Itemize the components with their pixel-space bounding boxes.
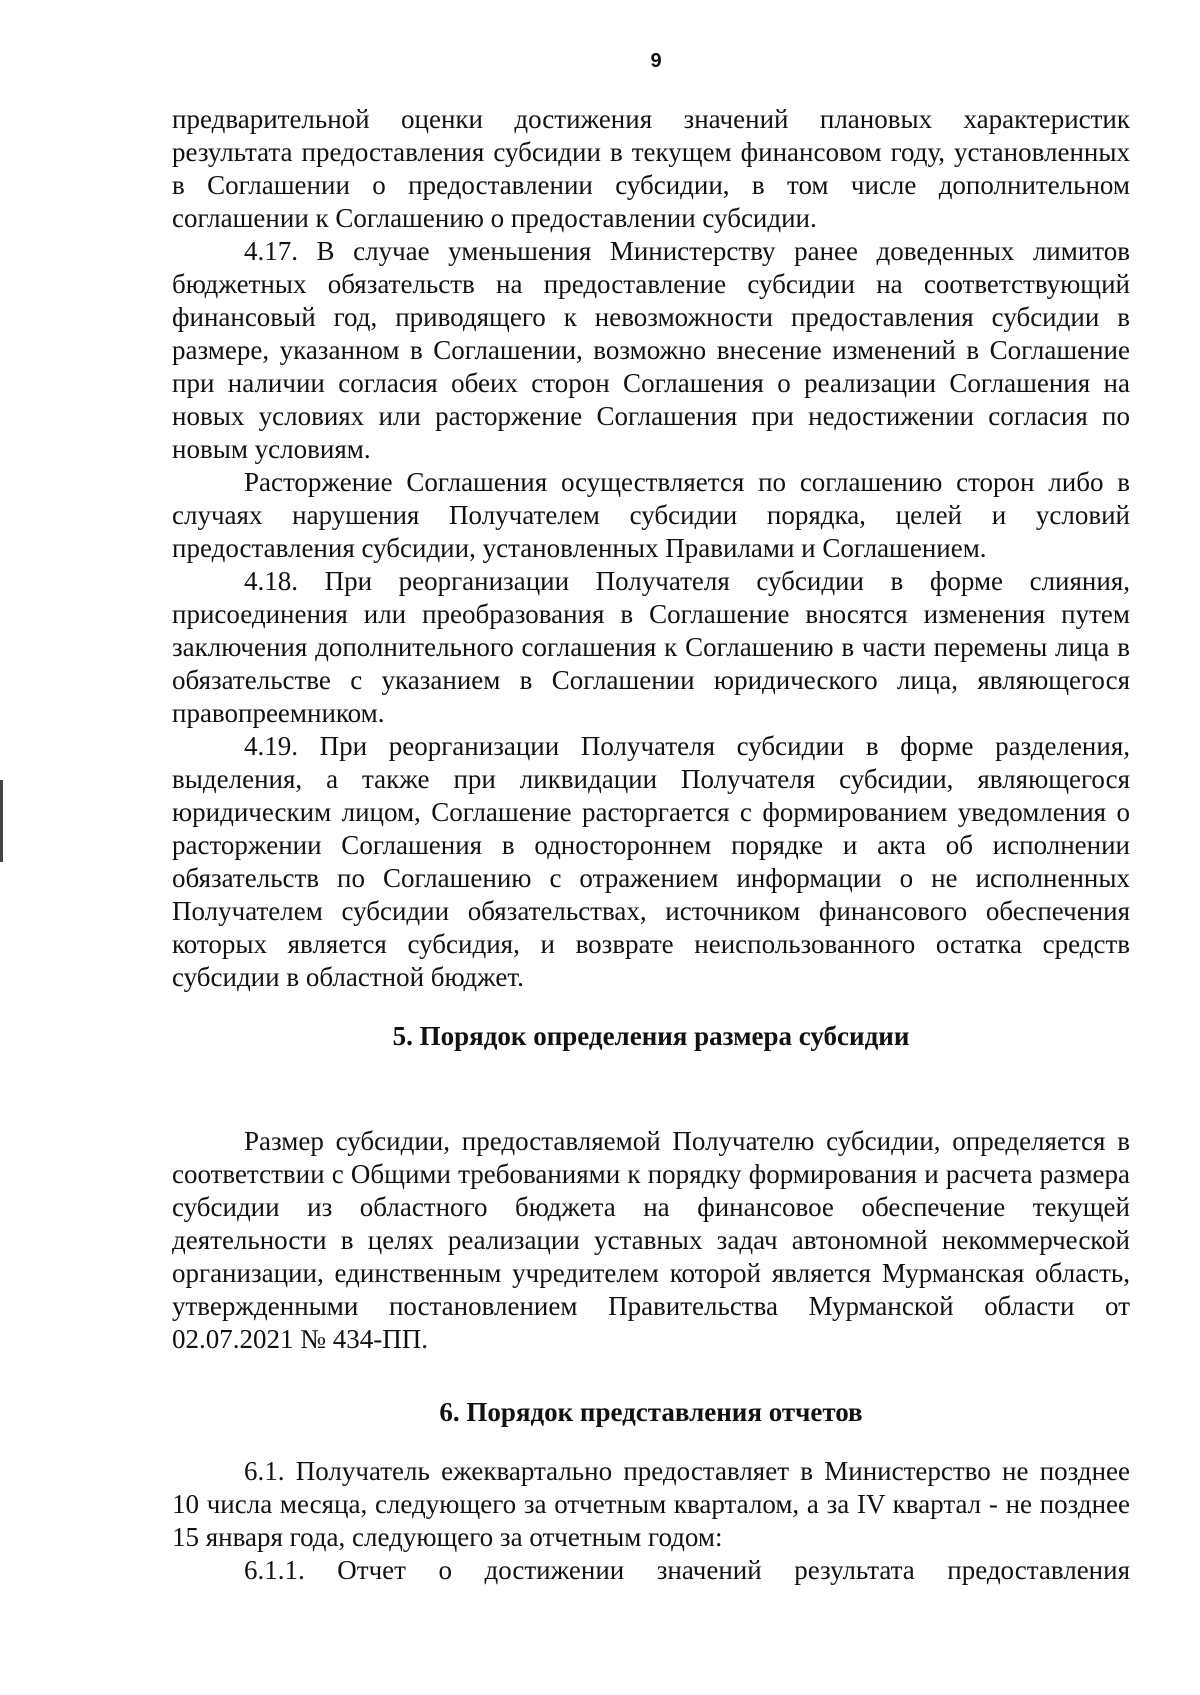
- document-page: [172, 50, 1130, 1587]
- paragraph-continuation: предварительной оценки достижения значений плановых характеристик результата предоставления субсидии в текущем финансовом году, установленных в Соглашении о предоставлении субсидии, в том числе дополнительном соглашении к Соглашению о предоставлении субсидии.: [172, 104, 1130, 233]
- section-5-title: 5. Порядок определения размера субсидии: [392, 1021, 910, 1051]
- paragraph-6-1-1: 6.1.1. Отчет о достижении значений результата предоставления: [244, 1555, 1130, 1585]
- paragraph-4-19: 4.19. При реорганизации Получателя субсидии в форме разделения, выделения, а также при ликвидации Получателя субсидии, являющегося юридическим лицом, Соглашение расторгается с формированием уведомления о расторжении Соглашения в одностороннем порядке и акта об исполнении обязательств по Соглашению с отражением информации о не исполненных Получателем субсидии обязательствах, источником финансового обеспечения которых является субсидия, и возврате неиспользованного остатка средств субсидии в областной бюджет.: [172, 731, 1130, 992]
- paragraph-6-1: 6.1. Получатель ежеквартально предоставляет в Министерство не позднее 10 числа месяца, следующего за отчетным кварталом, а за IV квартал - не позднее 15 января года, следующего за отчетным годом:: [172, 1456, 1130, 1552]
- page-number: 9: [650, 50, 662, 72]
- section-6-title: 6. Порядок представления отчетов: [439, 1397, 863, 1427]
- paragraph-4-18: 4.18. При реорганизации Получателя субсидии в форме слияния, присоединения или преобразования в Соглашение вносятся изменения путем заключения дополнительного соглашения к Соглашению в части перемены лица в обязательстве с указанием в Соглашении юридического лица, являющегося правопреемником.: [172, 566, 1130, 728]
- paragraph-termination: Расторжение Соглашения осуществляется по соглашению сторон либо в случаях нарушения Получателем субсидии порядка, целей и условий предоставления субсидии, установленных Правилами и Соглашением.: [172, 467, 1130, 563]
- paragraph-4-17: 4.17. В случае уменьшения Министерству ранее доведенных лимитов бюджетных обязательств на предоставление субсидии на соответствующий финансовый год, приводящего к невозможности предоставления субсидии в размере, указанном в Соглашении, возможно внесение изменений в Соглашение при наличии согласия обеих сторон Соглашения о реализации Соглашения на новых условиях или расторжение Соглашения при недостижении согласия по новым условиям.: [172, 236, 1130, 464]
- paragraph-section-5: Размер субсидии, предоставляемой Получателю субсидии, определяется в соответствии с Общими требованиями к порядку формирования и расчета размера субсидии из областного бюджета на финансовое обеспечение текущей деятельности в целях реализации уставных задач автономной некоммерческой организации, единственным учредителем которой является Мурманская область, утвержденными постановлением Правительства Мурманской области от 02.07.2021 № 434-ПП.: [172, 1126, 1130, 1354]
- margin-mark: [0, 780, 3, 862]
